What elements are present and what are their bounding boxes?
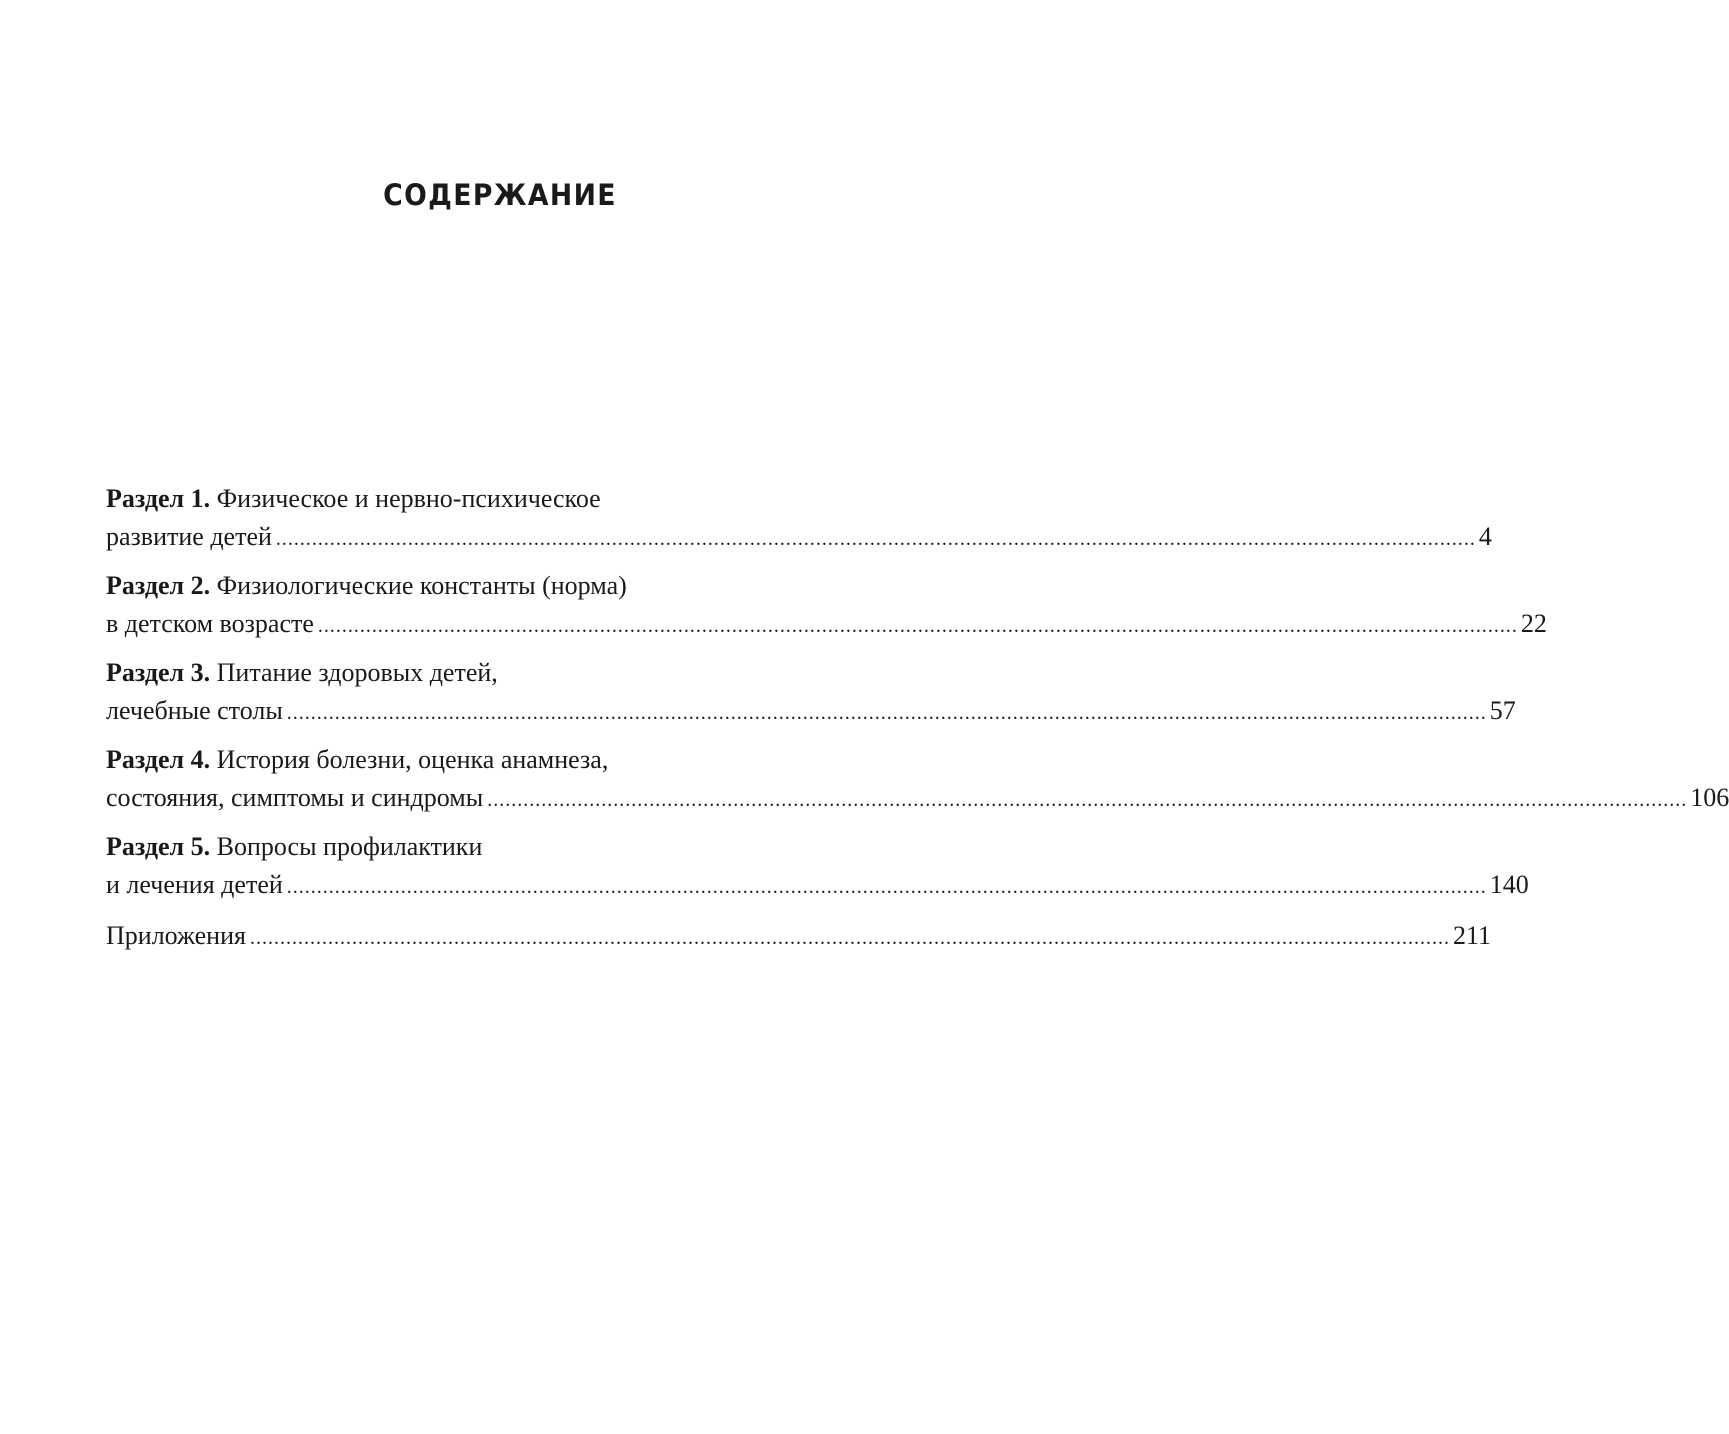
toc-entry-section-1[interactable] [106, 480, 1492, 555]
toc-entry-section-3[interactable] [106, 654, 1516, 729]
toc-section-title-continued: состояния, симптомы и синдромы [106, 782, 484, 812]
dot-leader: ........................................................................................................................................................................................................ [249, 927, 1450, 949]
toc-page-number: 140 [1489, 869, 1529, 899]
toc-entry-lead-line [106, 605, 1547, 643]
dot-leader: ........................................................................................................................................................................................................ [317, 614, 1518, 637]
page-title: СОДЕРЖАНИЕ [383, 178, 617, 212]
toc-section-label: Раздел 5. [106, 832, 211, 861]
toc-entry-lead-line [106, 692, 1516, 730]
toc-section-label: Раздел 3. [106, 658, 211, 687]
toc-section-title: Физиологические константы (норма) [216, 571, 627, 600]
toc-entry-section-4[interactable] [106, 741, 1729, 816]
toc-entry-heading [106, 828, 878, 866]
toc-page-number: 22 [1520, 608, 1547, 638]
toc-entry-lead-line [106, 779, 1729, 817]
toc-entry-lead-line [106, 518, 1492, 556]
toc-page-number: 211 [1452, 921, 1492, 950]
toc-entry-heading [106, 741, 878, 779]
toc-section-label: Раздел 1. [106, 484, 211, 513]
toc-section-label: Раздел 2. [106, 571, 211, 600]
toc-entry-heading [106, 654, 878, 692]
toc-section-title-continued: в детском возрасте [106, 608, 314, 638]
toc-section-title-continued: развитие детей [106, 521, 272, 551]
toc-page-number: 4 [1478, 521, 1492, 551]
toc-section-title: История болезни, оценка анамнеза, [216, 745, 609, 774]
toc-section-title-continued: и лечения детей [106, 869, 283, 899]
dot-leader: ........................................................................................................................................................................................................ [286, 875, 1487, 898]
toc-section-title: Вопросы профилактики [216, 832, 483, 861]
table-of-contents [106, 480, 1729, 967]
toc-page-number: 106 [1690, 782, 1729, 812]
dot-leader: ........................................................................................................................................................................................................ [286, 701, 1487, 724]
toc-entry-lead-line [106, 917, 1492, 955]
toc-entry-section-2[interactable] [106, 567, 1547, 642]
dot-leader: ........................................................................................................................................................................................................ [487, 788, 1688, 811]
toc-page-number: 57 [1489, 695, 1516, 725]
toc-section-label: Раздел 4. [106, 745, 211, 774]
dot-leader: ........................................................................................................................................................................................................ [275, 527, 1476, 550]
toc-section-title: Питание здоровых детей, [216, 658, 498, 687]
toc-section-title: Физическое и нервно-психическое [216, 484, 601, 513]
toc-entry-heading [106, 567, 878, 605]
toc-entry-appendix[interactable] [106, 917, 1492, 955]
toc-entry-heading [106, 480, 878, 518]
toc-entry-lead-line [106, 866, 1529, 904]
toc-entry-section-5[interactable] [106, 828, 1529, 903]
toc-section-title-continued: лечебные столы [106, 695, 283, 725]
toc-appendix-title: Приложения [106, 921, 246, 950]
